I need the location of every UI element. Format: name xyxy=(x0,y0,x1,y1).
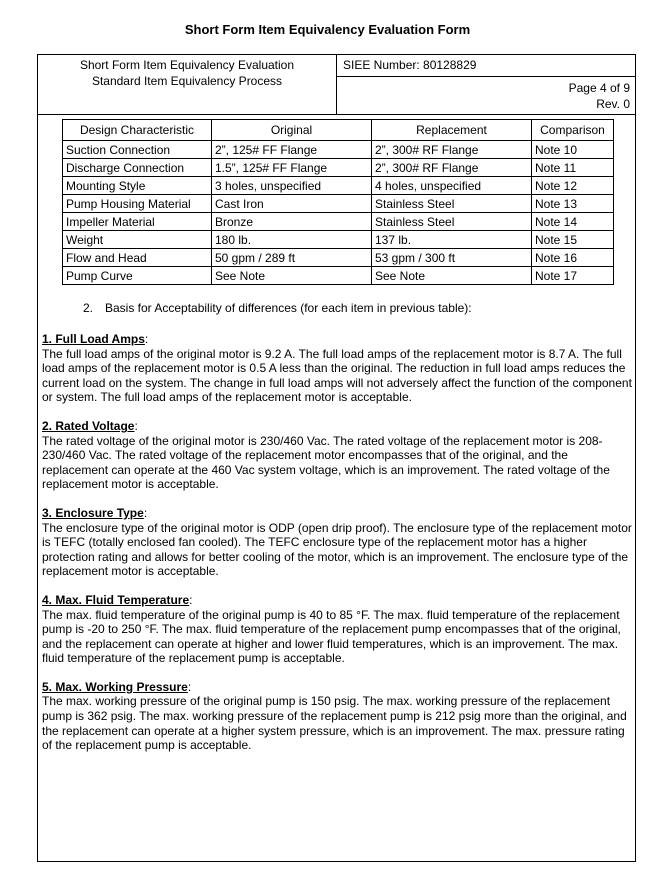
table-cell: 2”, 125# FF Flange xyxy=(212,141,372,159)
evaluation-sections xyxy=(42,332,632,767)
section-body: The max. fluid temperature of the original pump is 40 to 85 °F. The max. fluid temperature of the replacement pump is -20 to 250 °F. The max. fluid temperature of the replacement pump encompasses that of the original, and the replacement can operate at higher and lower fluid temperatures, which is an improvement. The max. fluid temperature of the replacement pump is acceptable. xyxy=(42,607,621,666)
basis-text: Basis for Acceptability of differences (for each item in previous table): xyxy=(105,301,472,315)
column-header: Comparison xyxy=(532,120,614,141)
table-cell: 4 holes, unspecified xyxy=(372,177,532,195)
table-cell: 53 gpm / 300 ft xyxy=(372,249,532,267)
table-cell: Note 13 xyxy=(532,195,614,213)
table-cell: Stainless Steel xyxy=(372,195,532,213)
basis-item xyxy=(83,301,472,315)
table-cell: 50 gpm / 289 ft xyxy=(212,249,372,267)
section-rated-voltage: 2. Rated Voltage: The rated voltage of the original motor is 230/460 Vac. The rated voltage of the replacement motor is 208-230/460 Vac. The rated voltage of the replacement motor encompasses that of the original, and the replacement can operate at the 460 Vac system voltage, which is an improvement. The rated voltage of the replacement motor is acceptable. xyxy=(42,419,632,492)
table-cell: Mounting Style xyxy=(63,177,212,195)
section-body: The max. working pressure of the original pump is 150 psig. The max. working pressure of the replacement pump is 362 psig. The max. working pressure of the replacement pump is 212 psig more than the original, and the replacement can operate at a higher system pressure, which is an improvement. The max. pressure rating of the replacement pump is acceptable. xyxy=(42,694,627,753)
table-cell: 2”, 300# RF Flange xyxy=(372,159,532,177)
table-cell: Suction Connection xyxy=(63,141,212,159)
table-cell: Pump Curve xyxy=(63,267,212,285)
table-row xyxy=(63,177,614,195)
page-number: Page 4 of 9 xyxy=(568,81,630,95)
section-heading: 3. Enclosure Type xyxy=(42,505,144,520)
table-cell: See Note xyxy=(372,267,532,285)
table-cell: Note 10 xyxy=(532,141,614,159)
siee-number: SIEE Number: 80128829 xyxy=(337,55,635,77)
table-cell: Stainless Steel xyxy=(372,213,532,231)
table-cell: Bronze xyxy=(212,213,372,231)
table-cell: See Note xyxy=(212,267,372,285)
page-info-cell xyxy=(337,77,635,115)
column-header: Design Characteristic xyxy=(63,120,212,141)
table-row xyxy=(63,231,614,249)
table-row xyxy=(63,159,614,177)
table-row xyxy=(63,195,614,213)
table-cell: Impeller Material xyxy=(63,213,212,231)
revision: Rev. 0 xyxy=(596,97,630,111)
section-heading: 2. Rated Voltage xyxy=(42,418,135,433)
section-body: The full load amps of the original motor is 9.2 A. The full load amps of the replacement motor is 8.7 A. The full load amps of the replacement motor is 0.5 A less than the original. The reduction in full load amps reduces the current load on the system. The change in full load amps will not adversely affect the function of the component or system. The full load amps of the replacement motor is acceptable. xyxy=(42,346,632,405)
section-heading: 5. Max. Working Pressure xyxy=(42,679,188,694)
table-cell: Note 16 xyxy=(532,249,614,267)
form-frame xyxy=(37,54,636,862)
section-max-working-pressure: 5. Max. Working Pressure: The max. working pressure of the original pump is 150 psig. The max. working pressure of the replacement pump is 362 psig. The max. working pressure of the replacement pump is 212 psig more than the original, and the replacement can operate at a higher system pressure, which is an improvement. The max. pressure rating of the replacement pump is acceptable. xyxy=(42,680,632,753)
basis-number: 2. xyxy=(83,301,94,315)
section-body: The rated voltage of the original motor is 230/460 Vac. The rated voltage of the replacement motor is 208-230/460 Vac. The rated voltage of the replacement motor encompasses that of the original, and the replacement can operate at the 460 Vac system voltage, which is an improvement. The rated voltage of the replacement motor is acceptable. xyxy=(42,433,610,492)
section-max-fluid-temperature: 4. Max. Fluid Temperature: The max. fluid temperature of the original pump is 40 to 85 °F. The max. fluid temperature of the replacement pump is -20 to 250 °F. The max. fluid temperature of the replacement pump encompasses that of the original, and the replacement can operate at higher and lower fluid temperatures, which is an improvement. The max. fluid temperature of the replacement pump is acceptable. xyxy=(42,593,632,666)
section-full-load-amps: 1. Full Load Amps: The full load amps of the original motor is 9.2 A. The full load amps of the replacement motor is 8.7 A. The full load amps of the replacement motor is 0.5 A less than the original. The reduction in full load amps reduces the current load on the system. The change in full load amps will not adversely affect the function of the component or system. The full load amps of the replacement motor is acceptable. xyxy=(42,332,632,405)
table-cell: 1.5”, 125# FF Flange xyxy=(212,159,372,177)
table-cell: Note 11 xyxy=(532,159,614,177)
document-title: Short Form Item Equivalency Evaluation Form xyxy=(184,22,471,37)
table-cell: 137 lb. xyxy=(372,231,532,249)
table-row xyxy=(63,141,614,159)
table-row xyxy=(63,267,614,285)
section-heading: 1. Full Load Amps xyxy=(42,332,145,346)
section-enclosure-type: 3. Enclosure Type: The enclosure type of the original motor is ODP (open drip proof). The enclosure type of the replacement motor is TEFC (totally enclosed fan cooled). The TEFC enclosure type of the replacement motor has a higher protection rating and allows for better cooling of the motor, which is an improvement. The enclosure type of the replacement motor is acceptable. xyxy=(42,505,632,579)
form-name-line2: Standard Item Equivalency Process xyxy=(91,74,283,88)
table-header-row xyxy=(63,120,614,141)
table-cell: 2”, 300# RF Flange xyxy=(372,141,532,159)
section-body: The enclosure type of the original motor is ODP (open drip proof). The enclosure type of the replacement motor is TEFC (totally enclosed fan cooled). The TEFC enclosure type of the replacement motor has a higher protection rating and allows for better cooling of the motor, which is an improvement. The enclosure type of the replacement motor is acceptable. xyxy=(42,520,632,579)
column-header: Replacement xyxy=(372,120,532,141)
table-cell: Discharge Connection xyxy=(63,159,212,177)
table-cell: Weight xyxy=(63,231,212,249)
equivalency-table xyxy=(62,119,614,285)
table-cell: Note 14 xyxy=(532,213,614,231)
table-cell: Note 12 xyxy=(532,177,614,195)
table-cell: 180 lb. xyxy=(212,231,372,249)
table-cell: 3 holes, unspecified xyxy=(212,177,372,195)
table-cell: Note 15 xyxy=(532,231,614,249)
table-cell: Note 17 xyxy=(532,267,614,285)
form-name-line1: Short Form Item Equivalency Evaluation xyxy=(79,58,295,72)
section-heading: 4. Max. Fluid Temperature xyxy=(42,592,190,607)
table-row xyxy=(63,213,614,231)
form-name-cell xyxy=(38,55,337,115)
table-cell: Cast Iron xyxy=(212,195,372,213)
table-cell: Pump Housing Material xyxy=(63,195,212,213)
table-cell: Flow and Head xyxy=(63,249,212,267)
table-row xyxy=(63,249,614,267)
column-header: Original xyxy=(212,120,372,141)
